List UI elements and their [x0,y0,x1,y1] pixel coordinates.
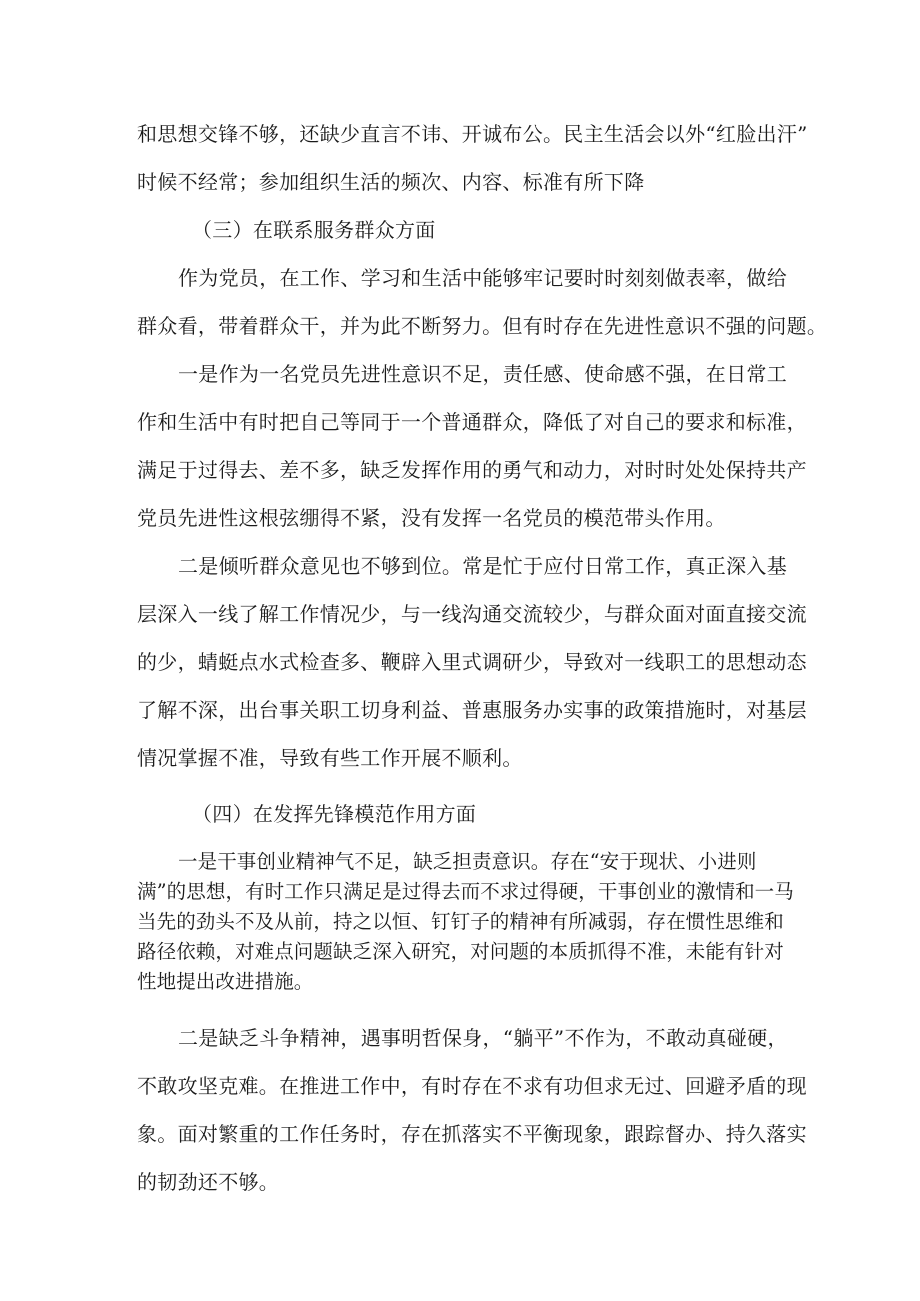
text-line: 的韧劲还不够。 [137,1170,280,1194]
text-line: 二是倾听群众意见也不够到位。常是忙于应付日常工作，真正深入基 [178,554,787,578]
text-line: 时候不经常；参加组织生活的频次、内容、标准有所下降 [137,170,645,194]
text-line: 象。面对繁重的工作任务时，存在抓落实不平衡现象，跟踪督办、持久落实 [137,1122,807,1146]
text-line: 满”的思想，有时工作只满足是过得去而不求过得硬，干事创业的激情和一马 [137,880,794,903]
section-heading: （三）在联系服务群众方面 [192,218,436,242]
text-line: 了解不深，出台事关职工切身利益、普惠服务办实事的政策措施时，对基层 [137,698,807,722]
text-line: 一是作为一名党员先进性意识不足，责任感、使命感不强，在日常工 [178,362,787,386]
text-line: 群众看，带着群众干，并为此不断努力。但有时存在先进性意识不强的问题。 [137,314,828,338]
text-line: 性地提出改进措施。 [137,970,314,993]
text-line: 和思想交锋不够，还缺少直言不讳、开诚布公。民主生活会以外“红脸出汗” [137,122,808,146]
text-line: 二是缺乏斗争精神，遇事明哲保身，“躺平”不作为，不敢动真碰硬， [178,1026,788,1050]
text-line: 作和生活中有时把自己等同于一个普通群众，降低了对自己的要求和标准， [137,410,807,434]
text-line: 当先的劲头不及从前，持之以恒、钉钉子的精神有所减弱，存在惯性思维和 [137,910,784,933]
text-line: 不敢攻坚克难。在推进工作中，有时存在不求有功但求无过、回避矛盾的现 [137,1074,807,1098]
text-line: 路径依赖，对难点问题缺乏深入研究，对问题的本质抓得不准，未能有针对 [137,940,784,963]
text-line: 满足于过得去、差不多，缺乏发挥作用的勇气和动力，对时时处处保持共产 [137,458,807,482]
text-line: 党员先进性这根弦绷得不紧，没有发挥一名党员的模范带头作用。 [137,506,726,530]
text-line: 情况掌握不准，导致有些工作开展不顺利。 [137,746,523,770]
section-heading: （四）在发挥先锋模范作用方面 [192,802,477,826]
text-line: 作为党员，在工作、学习和生活中能够牢记要时时刻刻做表率，做给 [178,266,787,290]
text-line: 的少，蜻蜓点水式检查多、鞭辟入里式调研少，导致对一线职工的思想动态 [137,650,807,674]
text-line: 层深入一线了解工作情况少，与一线沟通交流较少，与群众面对面直接交流 [137,602,807,626]
text-line: 一是干事创业精神气不足，缺乏担责意识。存在“安于现状、小进则 [178,850,757,873]
